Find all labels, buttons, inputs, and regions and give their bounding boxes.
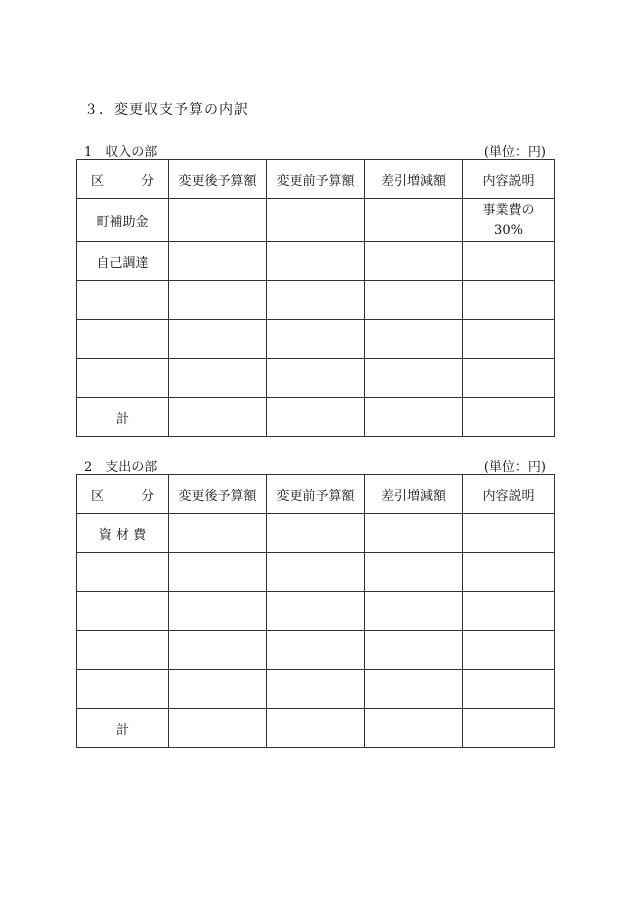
expense-unit-label: (単位：円)	[483, 460, 546, 475]
cell-after	[169, 398, 267, 437]
cell-after	[169, 320, 267, 359]
table-row	[77, 514, 555, 553]
header-kubun	[77, 160, 169, 199]
row-label	[77, 631, 169, 670]
table-row	[77, 242, 555, 281]
header-kubun-left: 区	[91, 488, 105, 504]
total-row	[77, 709, 555, 748]
cell-after	[169, 199, 267, 242]
row-label: 町補助金	[77, 199, 169, 242]
table-row	[77, 553, 555, 592]
cell-note	[463, 359, 555, 398]
total-row	[77, 398, 555, 437]
cell-diff	[365, 281, 463, 320]
cell-note	[463, 281, 555, 320]
cell-before	[267, 199, 365, 242]
note-line-2: 30%	[494, 223, 523, 238]
header-kubun	[77, 475, 169, 514]
cell-after	[169, 359, 267, 398]
cell-after	[169, 514, 267, 553]
cell-diff	[365, 398, 463, 437]
cell-note	[463, 631, 555, 670]
cell-after	[169, 709, 267, 748]
cell-before	[267, 320, 365, 359]
row-label	[77, 592, 169, 631]
cell-before	[267, 359, 365, 398]
cell-diff	[365, 631, 463, 670]
cell-note	[463, 199, 555, 242]
income-section-title: 1 収入の部	[84, 145, 158, 160]
cell-diff	[365, 553, 463, 592]
cell-after	[169, 631, 267, 670]
cell-note	[463, 320, 555, 359]
income-header-row	[77, 160, 555, 199]
cell-diff	[365, 320, 463, 359]
cell-diff	[365, 670, 463, 709]
table-row	[77, 320, 555, 359]
cell-after	[169, 553, 267, 592]
cell-before	[267, 281, 365, 320]
row-label	[77, 359, 169, 398]
expense-header-row	[77, 475, 555, 514]
header-difference: 差引増減額	[365, 160, 463, 199]
cell-before	[267, 592, 365, 631]
header-after-budget: 変更後予算額	[169, 160, 267, 199]
page-heading: ３．変更収支予算の内訳	[84, 102, 249, 118]
cell-note	[463, 398, 555, 437]
cell-before	[267, 398, 365, 437]
row-label: 自己調達	[77, 242, 169, 281]
cell-diff	[365, 199, 463, 242]
cell-diff	[365, 592, 463, 631]
row-label	[77, 281, 169, 320]
header-after-budget: 変更後予算額	[169, 475, 267, 514]
table-row	[77, 631, 555, 670]
cell-diff	[365, 359, 463, 398]
total-label: 計	[77, 398, 169, 437]
table-row	[77, 199, 555, 242]
cell-after	[169, 242, 267, 281]
cell-before	[267, 670, 365, 709]
header-kubun-right: 分	[140, 173, 154, 189]
cell-note	[463, 592, 555, 631]
cell-note	[463, 709, 555, 748]
cell-before	[267, 709, 365, 748]
header-difference: 差引増減額	[365, 475, 463, 514]
expense-section-title: 2 支出の部	[84, 460, 158, 475]
cell-diff	[365, 709, 463, 748]
cell-note	[463, 670, 555, 709]
header-before-budget: 変更前予算額	[267, 475, 365, 514]
income-unit-label: (単位：円)	[483, 145, 546, 160]
table-row	[77, 670, 555, 709]
note-line-1: 事業費の	[482, 203, 535, 218]
cell-note	[463, 242, 555, 281]
header-before-budget: 変更前予算額	[267, 160, 365, 199]
row-label	[77, 553, 169, 592]
cell-diff	[365, 514, 463, 553]
cell-after	[169, 670, 267, 709]
total-label: 計	[77, 709, 169, 748]
header-description: 内容説明	[463, 475, 555, 514]
row-label: 資 材 費	[77, 514, 169, 553]
table-row	[77, 359, 555, 398]
cell-note	[463, 514, 555, 553]
header-description: 内容説明	[463, 160, 555, 199]
table-row	[77, 281, 555, 320]
cell-before	[267, 242, 365, 281]
table-row	[77, 592, 555, 631]
header-kubun-left: 区	[91, 173, 105, 189]
cell-before	[267, 631, 365, 670]
cell-before	[267, 553, 365, 592]
cell-after	[169, 592, 267, 631]
cell-note	[463, 553, 555, 592]
cell-after	[169, 281, 267, 320]
cell-diff	[365, 242, 463, 281]
row-label	[77, 320, 169, 359]
header-kubun-right: 分	[140, 488, 154, 504]
income-table	[76, 159, 555, 437]
cell-before	[267, 514, 365, 553]
expense-table	[76, 474, 555, 748]
row-label	[77, 670, 169, 709]
